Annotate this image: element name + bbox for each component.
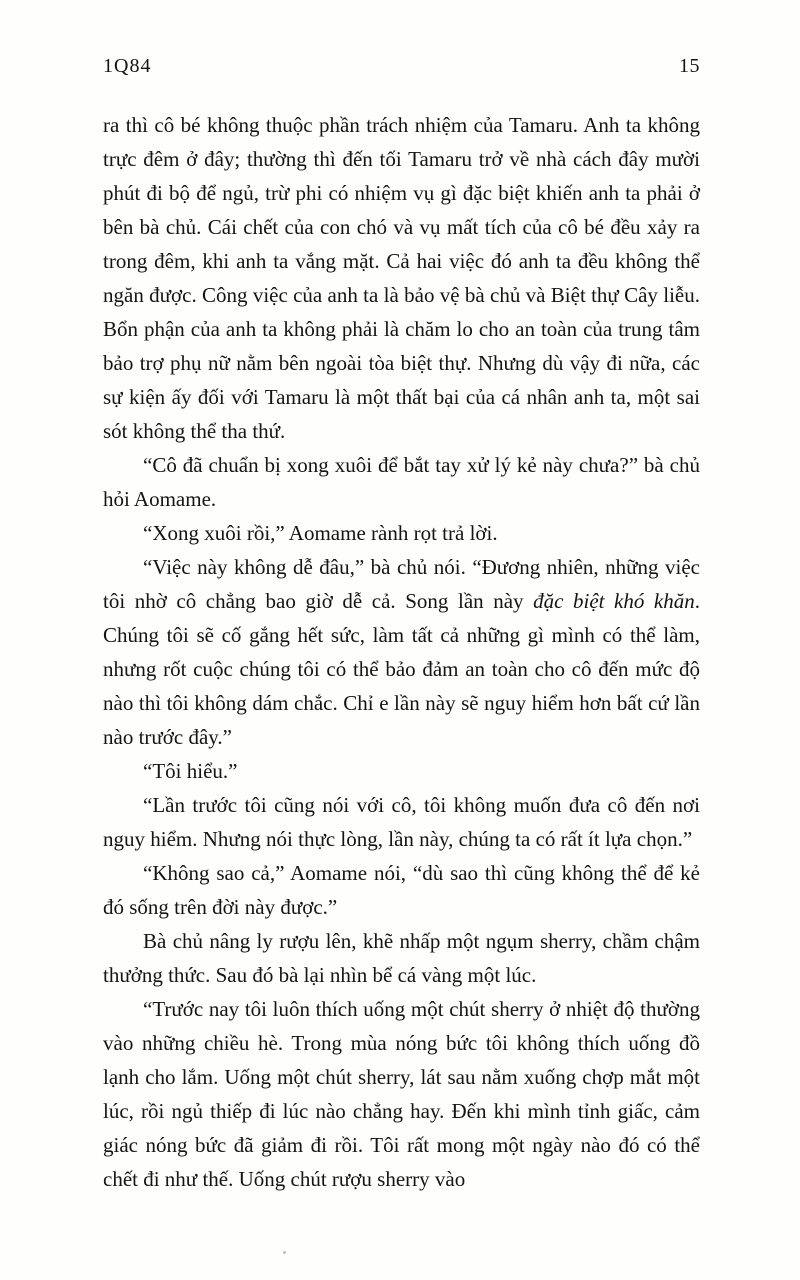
paragraph-dialogue-2: “Xong xuôi rồi,” Aomame rành rọt trả lời. [143, 521, 498, 545]
running-head-book-title: 1Q84 [103, 55, 152, 77]
paragraph-dialogue-3 [103, 550, 700, 754]
running-header [103, 56, 700, 76]
page-number: 15 [679, 55, 700, 77]
paragraph-dialogue-6: “Không sao cả,” Aomame nói, “dù sao thì cũng không thể để kẻ đó sống trên đời này được.” [103, 861, 700, 919]
paragraph-dialogue-3-tail: . Chúng tôi sẽ cố gắng hết sức, làm tất cả những gì mình có thể làm, nhưng rốt cuộc chúng tôi có thể bảo đảm an toàn cho cô đến mức độ nào thì tôi không dám chắc. Chỉ e lần này sẽ nguy hiểm hơn bất cứ lần nào trước đây.” [103, 589, 700, 749]
paragraph-dialogue-5: “Lần trước tôi cũng nói với cô, tôi không muốn đưa cô đến nơi nguy hiểm. Nhưng nói thực lòng, lần này, chúng ta có rất ít lựa chọn.” [103, 793, 700, 851]
emphasized-phrase: đặc biệt khó khăn [533, 589, 695, 613]
paragraph-dialogue-1: “Cô đã chuẩn bị xong xuôi để bắt tay xử lý kẻ này chưa?” bà chủ hỏi Aomame. [103, 453, 700, 511]
paragraph-narration: Bà chủ nâng ly rượu lên, khẽ nhấp một ngụm sherry, chầm chậm thưởng thức. Sau đó bà lại nhìn bể cá vàng một lúc. [103, 929, 700, 987]
paragraph-continuation: ra thì cô bé không thuộc phần trách nhiệm của Tamaru. Anh ta không trực đêm ở đây; thường thì đến tối Tamaru trở về nhà cách đây mười phút đi bộ để ngủ, trừ phi có nhiệm vụ gì đặc biệt khiến anh ta phải ở bên bà chủ. Cái chết của con chó và vụ mất tích của cô bé đều xảy ra trong đêm, khi anh ta vắng mặt. Cả hai việc đó anh ta đều không thể ngăn được. Công việc của anh ta là bảo vệ bà chủ và Biệt thự Cây liễu. Bổn phận của anh ta không phải là chăm lo cho an toàn của trung tâm bảo trợ phụ nữ nằm bên ngoài tòa biệt thự. Nhưng dù vậy đi nữa, các sự kiện ấy đối với Tamaru là một thất bại của cá nhân anh ta, một sai sót không thể tha thứ. [103, 113, 700, 443]
print-artifact-dot [283, 1251, 286, 1254]
paragraph-dialogue-4: “Tôi hiểu.” [143, 759, 238, 783]
page-body-text [103, 108, 700, 1196]
paragraph-dialogue-3-lead: “Việc này không dễ đâu,” bà chủ nói. “Đương nhiên, những việc tôi nhờ cô chẳng bao giờ dễ cả. Song lần này [103, 555, 700, 613]
paragraph-dialogue-7: “Trước nay tôi luôn thích uống một chút sherry ở nhiệt độ thường vào những chiều hè. Trong mùa nóng bức tôi không thích uống đồ lạnh cho lắm. Uống một chút sherry, lát sau nằm xuống chợp mắt một lúc, rồi ngủ thiếp đi lúc nào chẳng hay. Đến khi mình tỉnh giấc, cảm giác nóng bức đã giảm đi rồi. Tôi rất mong một ngày nào đó có thể chết đi như thế. Uống chút rượu sherry vào [103, 997, 700, 1191]
